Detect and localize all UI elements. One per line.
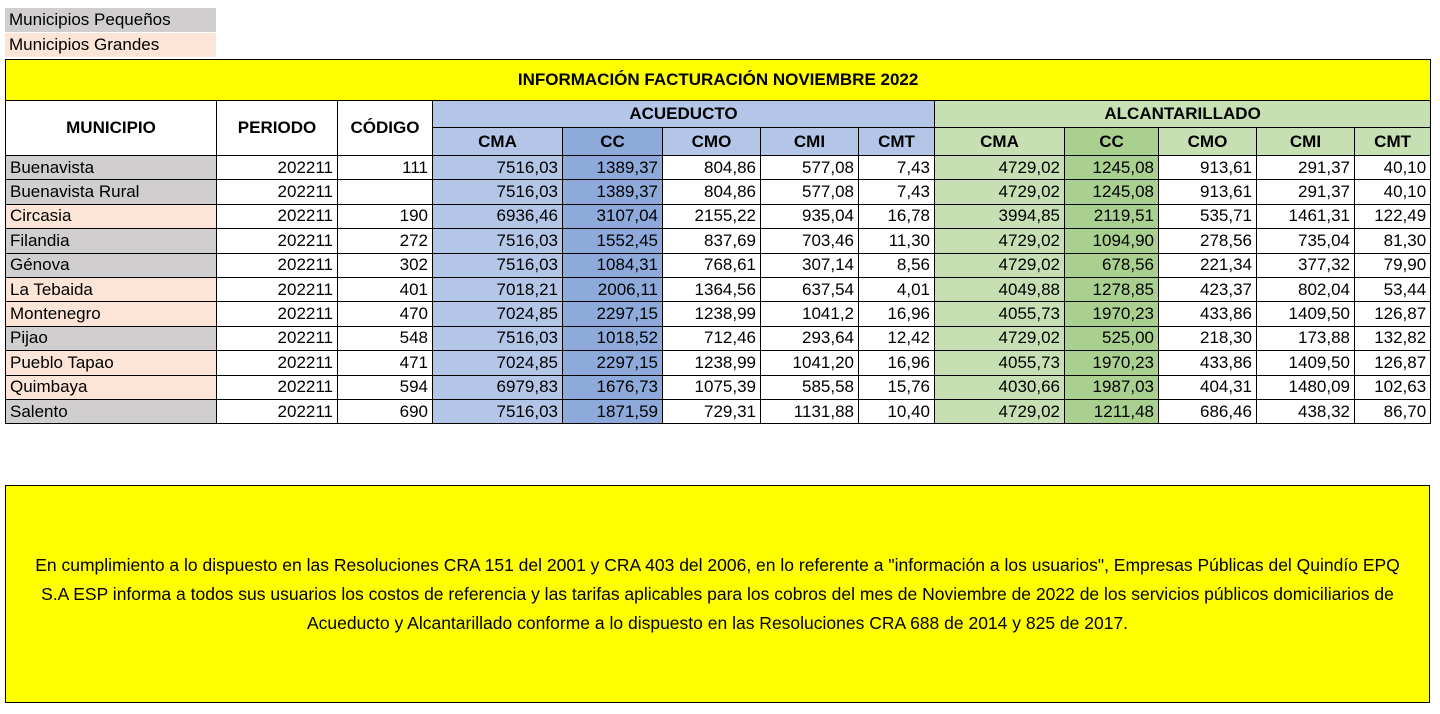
cell-acu-cmo: 804,86 xyxy=(663,180,761,204)
cell-alc-cmo: 433,86 xyxy=(1159,351,1257,375)
cell-codigo: 594 xyxy=(338,375,433,399)
cell-periodo: 202211 xyxy=(217,156,338,180)
cell-codigo: 471 xyxy=(338,351,433,375)
cell-alc-cmt: 53,44 xyxy=(1355,277,1431,301)
table-row xyxy=(6,375,1431,399)
cell-periodo: 202211 xyxy=(217,277,338,301)
header-municipio: MUNICIPIO xyxy=(6,101,217,156)
cell-acu-cmt: 15,76 xyxy=(859,375,935,399)
table-row xyxy=(6,156,1431,180)
cell-alc-cc: 1245,08 xyxy=(1065,180,1159,204)
cell-alc-cma: 4729,02 xyxy=(935,253,1065,277)
cell-acu-cc: 1871,59 xyxy=(563,399,663,423)
header-alc-cc: CC xyxy=(1065,128,1159,156)
cell-acu-cma: 7516,03 xyxy=(433,156,563,180)
cell-acu-cmt: 7,43 xyxy=(859,156,935,180)
cell-periodo: 202211 xyxy=(217,302,338,326)
cell-acu-cmi: 637,54 xyxy=(761,277,859,301)
cell-acu-cma: 7516,03 xyxy=(433,253,563,277)
cell-acu-cmt: 4,01 xyxy=(859,277,935,301)
cell-periodo: 202211 xyxy=(217,375,338,399)
cell-alc-cmi: 291,37 xyxy=(1257,180,1355,204)
header-alc-cmi: CMI xyxy=(1257,128,1355,156)
cell-alc-cmt: 79,90 xyxy=(1355,253,1431,277)
cell-alc-cmi: 735,04 xyxy=(1257,229,1355,253)
cell-alc-cma: 3994,85 xyxy=(935,204,1065,228)
cell-acu-cma: 7516,03 xyxy=(433,229,563,253)
cell-acu-cmt: 12,42 xyxy=(859,326,935,350)
cell-acu-cmt: 11,30 xyxy=(859,229,935,253)
cell-acu-cmo: 768,61 xyxy=(663,253,761,277)
table-row xyxy=(6,229,1431,253)
cell-municipio: Pijao xyxy=(6,326,217,350)
cell-alc-cmi: 438,32 xyxy=(1257,399,1355,423)
cell-acu-cma: 7516,03 xyxy=(433,326,563,350)
cell-alc-cmt: 86,70 xyxy=(1355,399,1431,423)
cell-acu-cmi: 293,64 xyxy=(761,326,859,350)
cell-acu-cc: 1552,45 xyxy=(563,229,663,253)
cell-acu-cmt: 16,96 xyxy=(859,302,935,326)
cell-municipio: Circasia xyxy=(6,204,217,228)
cell-alc-cmi: 1409,50 xyxy=(1257,351,1355,375)
cell-alc-cmt: 132,82 xyxy=(1355,326,1431,350)
table-title: INFORMACIÓN FACTURACIÓN NOVIEMBRE 2022 xyxy=(6,60,1431,101)
cell-acu-cmo: 1075,39 xyxy=(663,375,761,399)
cell-periodo: 202211 xyxy=(217,351,338,375)
header-codigo: CÓDIGO xyxy=(338,101,433,156)
cell-acu-cmi: 1041,2 xyxy=(761,302,859,326)
cell-alc-cc: 1094,90 xyxy=(1065,229,1159,253)
cell-acu-cmo: 837,69 xyxy=(663,229,761,253)
cell-codigo: 190 xyxy=(338,204,433,228)
cell-codigo xyxy=(338,180,433,204)
cell-acu-cmt: 7,43 xyxy=(859,180,935,204)
cell-alc-cma: 4049,88 xyxy=(935,277,1065,301)
cell-acu-cmt: 16,78 xyxy=(859,204,935,228)
cell-acu-cc: 2006,11 xyxy=(563,277,663,301)
table-row xyxy=(6,253,1431,277)
cell-alc-cma: 4729,02 xyxy=(935,180,1065,204)
cell-acu-cc: 1389,37 xyxy=(563,180,663,204)
cell-codigo: 690 xyxy=(338,399,433,423)
cell-alc-cma: 4030,66 xyxy=(935,375,1065,399)
cell-alc-cmi: 802,04 xyxy=(1257,277,1355,301)
cell-codigo: 470 xyxy=(338,302,433,326)
cell-alc-cc: 525,00 xyxy=(1065,326,1159,350)
cell-acu-cma: 6936,46 xyxy=(433,204,563,228)
cell-acu-cma: 7018,21 xyxy=(433,277,563,301)
header-acu-cmo: CMO xyxy=(663,128,761,156)
cell-acu-cmo: 1364,56 xyxy=(663,277,761,301)
header-alc-cmt: CMT xyxy=(1355,128,1431,156)
cell-acu-cmo: 1238,99 xyxy=(663,351,761,375)
cell-acu-cmi: 1131,88 xyxy=(761,399,859,423)
cell-alc-cmo: 913,61 xyxy=(1159,156,1257,180)
header-acueducto: ACUEDUCTO xyxy=(433,101,935,128)
cell-acu-cc: 1084,31 xyxy=(563,253,663,277)
cell-acu-cmo: 804,86 xyxy=(663,156,761,180)
cell-periodo: 202211 xyxy=(217,326,338,350)
table-row xyxy=(6,399,1431,423)
cell-municipio: La Tebaida xyxy=(6,277,217,301)
cell-alc-cmi: 1480,09 xyxy=(1257,375,1355,399)
billing-table xyxy=(5,59,1431,424)
cell-municipio: Filandia xyxy=(6,229,217,253)
cell-acu-cmi: 1041,20 xyxy=(761,351,859,375)
cell-alc-cma: 4729,02 xyxy=(935,399,1065,423)
cell-alc-cc: 1245,08 xyxy=(1065,156,1159,180)
cell-alc-cmt: 40,10 xyxy=(1355,180,1431,204)
cell-alc-cma: 4729,02 xyxy=(935,156,1065,180)
legend-small-municipalities: Municipios Pequeños xyxy=(5,8,216,32)
cell-alc-cmi: 291,37 xyxy=(1257,156,1355,180)
cell-alc-cma: 4055,73 xyxy=(935,302,1065,326)
header-acu-cma: CMA xyxy=(433,128,563,156)
table-row xyxy=(6,302,1431,326)
cell-acu-cc: 3107,04 xyxy=(563,204,663,228)
cell-alc-cmo: 278,56 xyxy=(1159,229,1257,253)
cell-alc-cc: 1970,23 xyxy=(1065,302,1159,326)
cell-municipio: Salento xyxy=(6,399,217,423)
cell-acu-cma: 7024,85 xyxy=(433,302,563,326)
cell-acu-cmi: 935,04 xyxy=(761,204,859,228)
header-alc-cma: CMA xyxy=(935,128,1065,156)
cell-acu-cc: 2297,15 xyxy=(563,302,663,326)
table-row xyxy=(6,204,1431,228)
cell-alc-cmt: 40,10 xyxy=(1355,156,1431,180)
cell-alc-cmo: 433,86 xyxy=(1159,302,1257,326)
cell-alc-cmt: 102,63 xyxy=(1355,375,1431,399)
cell-acu-cmi: 577,08 xyxy=(761,180,859,204)
table-body xyxy=(6,156,1431,424)
cell-municipio: Pueblo Tapao xyxy=(6,351,217,375)
header-acu-cmi: CMI xyxy=(761,128,859,156)
cell-acu-cmi: 585,58 xyxy=(761,375,859,399)
header-periodo: PERIODO xyxy=(217,101,338,156)
cell-alc-cmi: 1409,50 xyxy=(1257,302,1355,326)
cell-acu-cma: 7024,85 xyxy=(433,351,563,375)
cell-acu-cmi: 577,08 xyxy=(761,156,859,180)
cell-alc-cmo: 535,71 xyxy=(1159,204,1257,228)
cell-municipio: Buenavista Rural xyxy=(6,180,217,204)
cell-municipio: Génova xyxy=(6,253,217,277)
notice-box xyxy=(5,485,1430,703)
cell-acu-cmo: 712,46 xyxy=(663,326,761,350)
cell-alc-cc: 1987,03 xyxy=(1065,375,1159,399)
cell-periodo: 202211 xyxy=(217,180,338,204)
cell-alc-cma: 4729,02 xyxy=(935,229,1065,253)
cell-acu-cma: 6979,83 xyxy=(433,375,563,399)
cell-municipio: Buenavista xyxy=(6,156,217,180)
cell-acu-cma: 7516,03 xyxy=(433,399,563,423)
cell-alc-cc: 678,56 xyxy=(1065,253,1159,277)
cell-alc-cmo: 913,61 xyxy=(1159,180,1257,204)
cell-alc-cc: 1970,23 xyxy=(1065,351,1159,375)
header-acu-cmt: CMT xyxy=(859,128,935,156)
cell-acu-cmt: 16,96 xyxy=(859,351,935,375)
cell-acu-cmo: 2155,22 xyxy=(663,204,761,228)
cell-acu-cc: 1018,52 xyxy=(563,326,663,350)
table-row xyxy=(6,277,1431,301)
cell-municipio: Montenegro xyxy=(6,302,217,326)
cell-acu-cmo: 1238,99 xyxy=(663,302,761,326)
cell-alc-cmo: 221,34 xyxy=(1159,253,1257,277)
cell-acu-cmi: 307,14 xyxy=(761,253,859,277)
cell-alc-cc: 2119,51 xyxy=(1065,204,1159,228)
cell-acu-cc: 2297,15 xyxy=(563,351,663,375)
cell-alc-cmi: 1461,31 xyxy=(1257,204,1355,228)
cell-acu-cmo: 729,31 xyxy=(663,399,761,423)
notice-text: En cumplimiento a lo dispuesto en las Resoluciones CRA 151 del 2001 y CRA 403 del 2006, en lo referente a "información a los usuarios", Empresas Públicas del Quindío EPQ S.A ESP informa a todos sus usuarios los costos de referencia y las tarifas aplicables para los cobros del mes de Noviembre de 2022 de los servicios públicos domiciliarios de Acueducto y Alcantarillado conforme a lo dispuesto en las Resoluciones CRA 688 de 2014 y 825 de 2017. xyxy=(35,554,1400,633)
header-acu-cc: CC xyxy=(563,128,663,156)
table-row xyxy=(6,326,1431,350)
header-alc-cmo: CMO xyxy=(1159,128,1257,156)
cell-periodo: 202211 xyxy=(217,253,338,277)
cell-acu-cmt: 10,40 xyxy=(859,399,935,423)
table-row xyxy=(6,351,1431,375)
cell-alc-cmt: 126,87 xyxy=(1355,351,1431,375)
cell-alc-cmt: 126,87 xyxy=(1355,302,1431,326)
cell-codigo: 111 xyxy=(338,156,433,180)
cell-alc-cma: 4055,73 xyxy=(935,351,1065,375)
cell-acu-cc: 1389,37 xyxy=(563,156,663,180)
cell-periodo: 202211 xyxy=(217,229,338,253)
cell-alc-cmo: 404,31 xyxy=(1159,375,1257,399)
cell-periodo: 202211 xyxy=(217,204,338,228)
cell-alc-cmo: 686,46 xyxy=(1159,399,1257,423)
cell-alc-cc: 1278,85 xyxy=(1065,277,1159,301)
cell-acu-cma: 7516,03 xyxy=(433,180,563,204)
cell-alc-cc: 1211,48 xyxy=(1065,399,1159,423)
legend-large-municipalities: Municipios Grandes xyxy=(5,33,216,57)
cell-codigo: 272 xyxy=(338,229,433,253)
cell-alc-cmo: 218,30 xyxy=(1159,326,1257,350)
cell-municipio: Quimbaya xyxy=(6,375,217,399)
cell-alc-cmt: 81,30 xyxy=(1355,229,1431,253)
header-alcantarillado: ALCANTARILLADO xyxy=(935,101,1431,128)
cell-alc-cmo: 423,37 xyxy=(1159,277,1257,301)
cell-alc-cmi: 173,88 xyxy=(1257,326,1355,350)
cell-codigo: 302 xyxy=(338,253,433,277)
cell-periodo: 202211 xyxy=(217,399,338,423)
cell-alc-cmt: 122,49 xyxy=(1355,204,1431,228)
cell-alc-cmi: 377,32 xyxy=(1257,253,1355,277)
cell-alc-cma: 4729,02 xyxy=(935,326,1065,350)
cell-codigo: 401 xyxy=(338,277,433,301)
cell-acu-cc: 1676,73 xyxy=(563,375,663,399)
cell-acu-cmt: 8,56 xyxy=(859,253,935,277)
cell-acu-cmi: 703,46 xyxy=(761,229,859,253)
table-row xyxy=(6,180,1431,204)
cell-codigo: 548 xyxy=(338,326,433,350)
